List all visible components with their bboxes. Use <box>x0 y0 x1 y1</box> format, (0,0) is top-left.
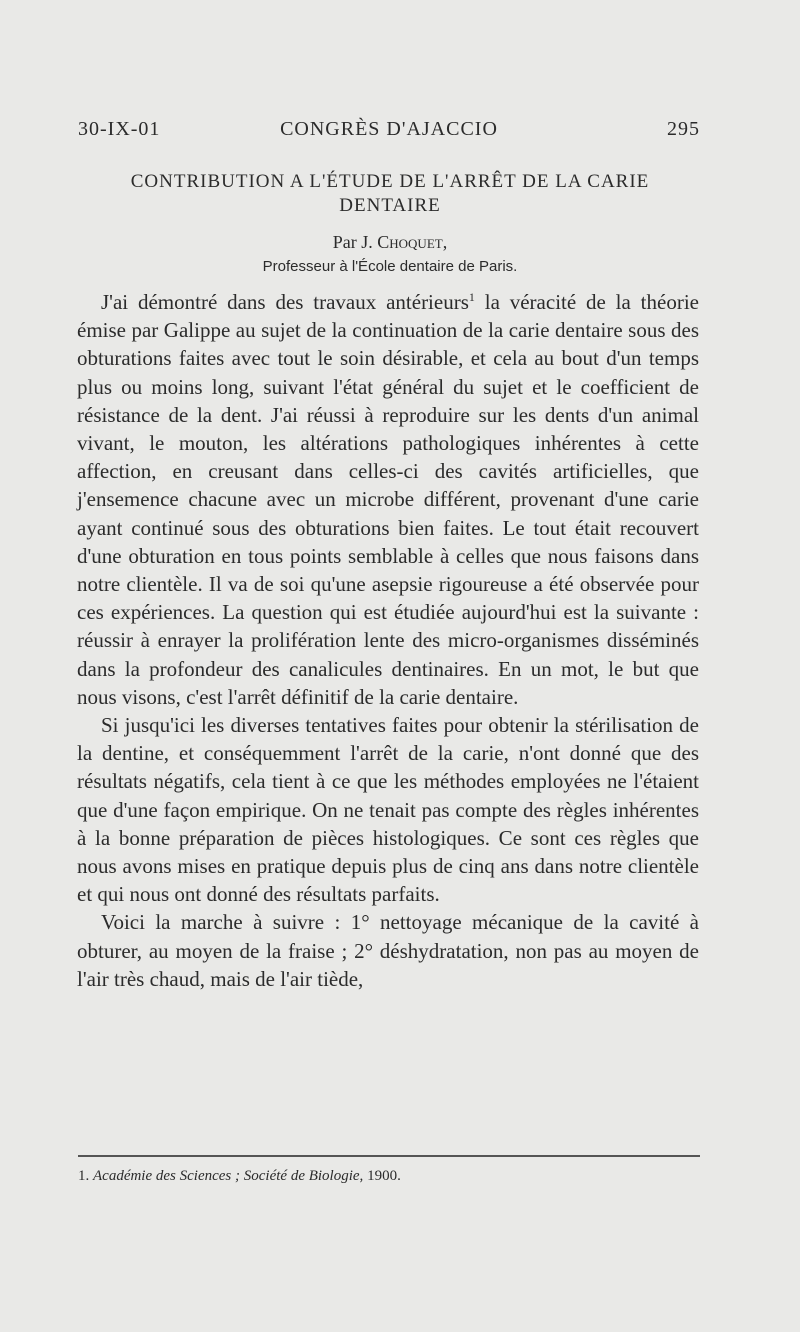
footnote-rule <box>78 1155 700 1157</box>
article-title <box>70 170 710 218</box>
byline-prefix: Par J. <box>332 232 373 252</box>
author-affiliation: Professeur à l'École dentaire de Paris. <box>262 258 518 275</box>
footnote-text: Académie des Sciences ; Société de Biologie, <box>93 1168 364 1184</box>
congress-title: CONGRÈS D'AJACCIO <box>280 118 498 140</box>
paragraph-2: Si jusqu'ici les diverses tentatives faites pour obtenir la stérilisation de la dentine, et conséquemment l'arrêt de la carie, n'ont donné que des résultats négatifs, cela tient à ce que les méthodes employées ne l'étaient que d'une façon empirique. On ne tenait pas compte des règles inhérentes à la bonne préparation de pièces histologiques. Ce sont ces règles que nous avons mises en pratique depuis plus de cinq ans dans notre clientèle et qui nous ont donné des résultats parfaits. <box>77 713 699 907</box>
footnote-marker: 1 <box>468 290 475 304</box>
byline <box>70 232 710 253</box>
page-number: 295 <box>667 118 700 140</box>
paragraph-1 <box>77 288 699 711</box>
article-title-line-1: CONTRIBUTION A L'ÉTUDE DE L'ARRÊT DE LA CARIE <box>130 171 650 192</box>
footnote <box>78 1168 700 1185</box>
author-name: Choquet, <box>377 232 448 252</box>
paragraph-3: Voici la marche à suivre : 1° nettoyage mécanique de la cavité à obturer, au moyen de la fraise ; 2° déshydratation, non pas au moyen de l'air très chaud, mais de l'air tiède, <box>77 910 699 991</box>
article-title-line-2: DENTAIRE <box>339 195 441 216</box>
footnote-number: 1. <box>78 1168 90 1184</box>
paragraph-1-start: J'ai démontré dans des travaux antérieurs <box>101 290 469 314</box>
running-head <box>78 118 700 148</box>
footnote-year: 1900. <box>367 1168 401 1184</box>
paragraph-1-rest: la véracité de la théorie émise par Galippe au sujet de la continuation de la carie dentaire sous des obturations faites avec tout le soin désirable, et cela au bout d'un temps plus ou moins long, suivant l'état général du sujet et le coefficient de résistance de la dent. J'ai réussi à reproduire sur les dents d'un animal vivant, le mouton, les altérations pathologiques inhérentes à cette affection, en creusant dans celles-ci des cavités artificielles, que j'ensemence chacune avec un microbe différent, provenant d'une carie ayant continué sous des obturations bien faites. Le tout était recouvert d'une obturation en tous points semblable à celles que nous faisons dans notre clientèle. Il va de soi qu'une asepsie rigoureuse a été observée pour ces expériences. La question qui est étudiée aujourd'hui est la suivante : réussir à enrayer la prolifération lente des micro-organismes disséminés dans la profondeur des canalicules dentinaires. En un mot, le but que nous visons, c'est l'arrêt définitif de la carie dentaire. <box>77 290 699 709</box>
article-body <box>77 288 699 993</box>
session-date: 30-IX-01 <box>78 118 161 140</box>
